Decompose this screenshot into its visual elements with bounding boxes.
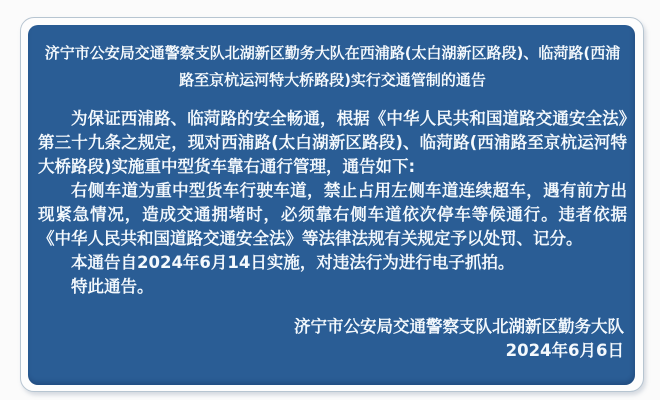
notice-paragraph-basis: 为保证西浦路、临菏路的安全畅通，根据《中华人民共和国道路交通安全法》第三十九条之规定，现对西浦路(太白湖新区路段)、临菏路(西浦路至京杭运河特大桥路段)实施重中型货车靠右通行管理，通告如下:	[38, 109, 627, 176]
notice-card	[28, 25, 635, 385]
notice-frame	[20, 17, 644, 392]
signature-block	[38, 315, 627, 363]
notice-paragraph-rules: 右侧车道为重中型货车行驶车道，禁止占用左侧车道连续超车，遇有前方出现紧急情况，造成交通拥堵时，必须靠右侧车道依次停车等候通行。违者依据《中华人民共和国道路交通安全法》等法律法规有关规定予以处罚、记分。	[38, 181, 627, 248]
notice-title: 济宁市公安局交通警察支队北湖新区勤务大队在西浦路(太白湖新区路段)、临菏路(西浦路至京杭运河特大桥路段)实行交通管制的通告	[44, 44, 621, 89]
notice-body	[38, 107, 627, 299]
notice-paragraph-effective-date: 本通告自2024年6月14日实施，对违法行为进行电子抓拍。	[71, 253, 515, 272]
issuing-authority: 济宁市公安局交通警察支队北湖新区勤务大队	[294, 317, 624, 336]
issue-date: 2024年6月6日	[505, 341, 624, 360]
notice-paragraph-closing: 特此通告。	[71, 277, 154, 296]
